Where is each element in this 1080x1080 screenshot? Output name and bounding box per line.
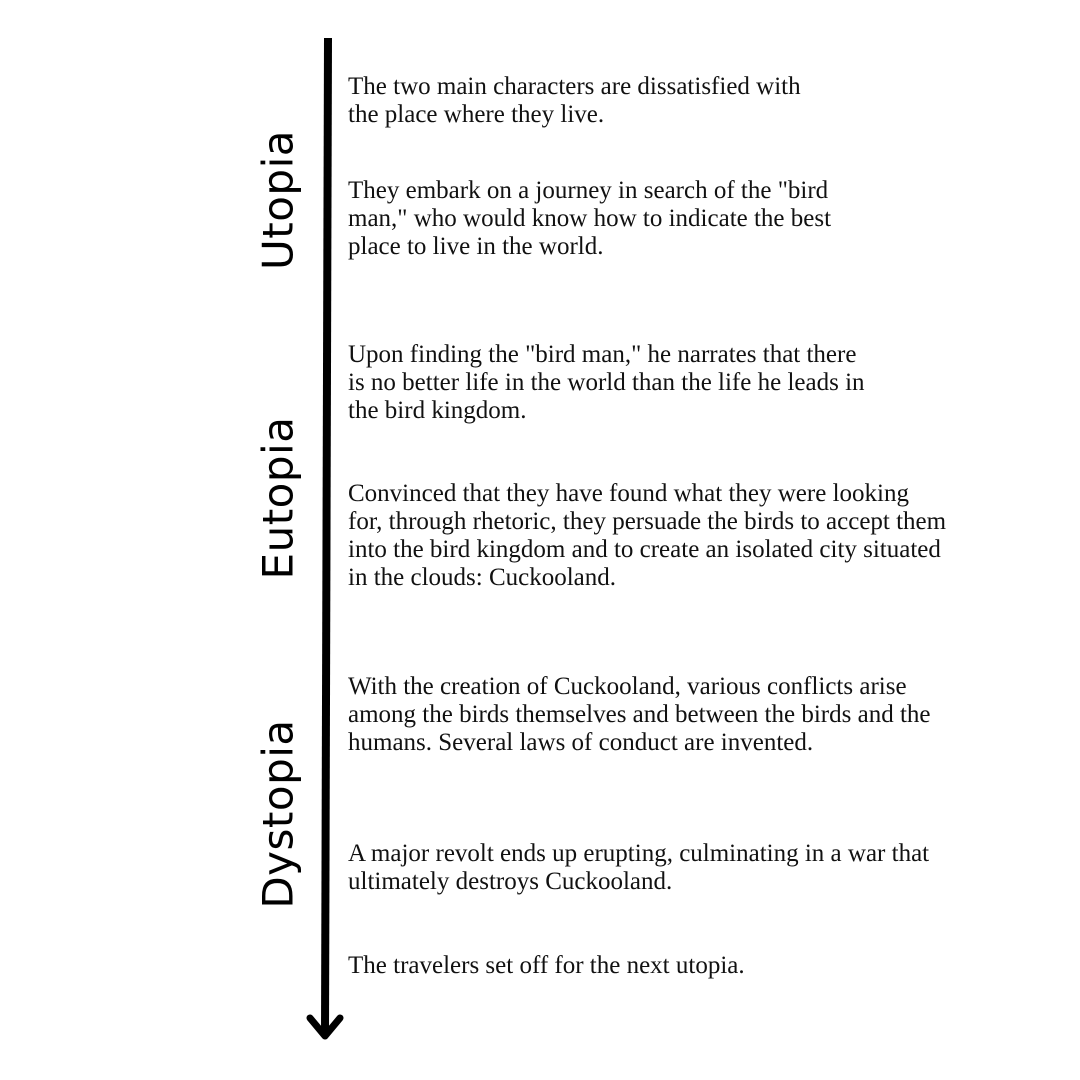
event-revolt: A major revolt ends up erupting, culminating in a war that ultimately destroys Cuckooland. bbox=[348, 840, 930, 895]
section-label-utopia: Utopia bbox=[253, 130, 303, 270]
timeline-arrow bbox=[300, 38, 350, 1048]
section-label-eutopia: Eutopia bbox=[253, 416, 303, 580]
event-dissatisfied: The two main characters are dissatisfied with the place where they live. bbox=[348, 73, 801, 128]
event-conflicts: With the creation of Cuckooland, various conflicts arise among the birds themselves and between the birds and the humans. Several laws of conduct are invented. bbox=[348, 673, 931, 756]
event-cuckooland-founded: Convinced that they have found what they were looking for, through rhetoric, they persuade the birds to accept them into the bird kingdom and to create an isolated city situated in the clouds: Cuckooland. bbox=[348, 480, 947, 591]
event-bird-man: Upon finding the "bird man," he narrates that there is no better life in the world than the life he leads in the bird kingdom. bbox=[348, 341, 865, 424]
section-label-dystopia: Dystopia bbox=[253, 719, 303, 909]
event-journey: They embark on a journey in search of the "bird man," who would know how to indicate the best place to live in the world. bbox=[348, 177, 832, 260]
timeline-line bbox=[325, 38, 328, 1033]
event-next-utopia: The travelers set off for the next utopia. bbox=[348, 952, 745, 979]
